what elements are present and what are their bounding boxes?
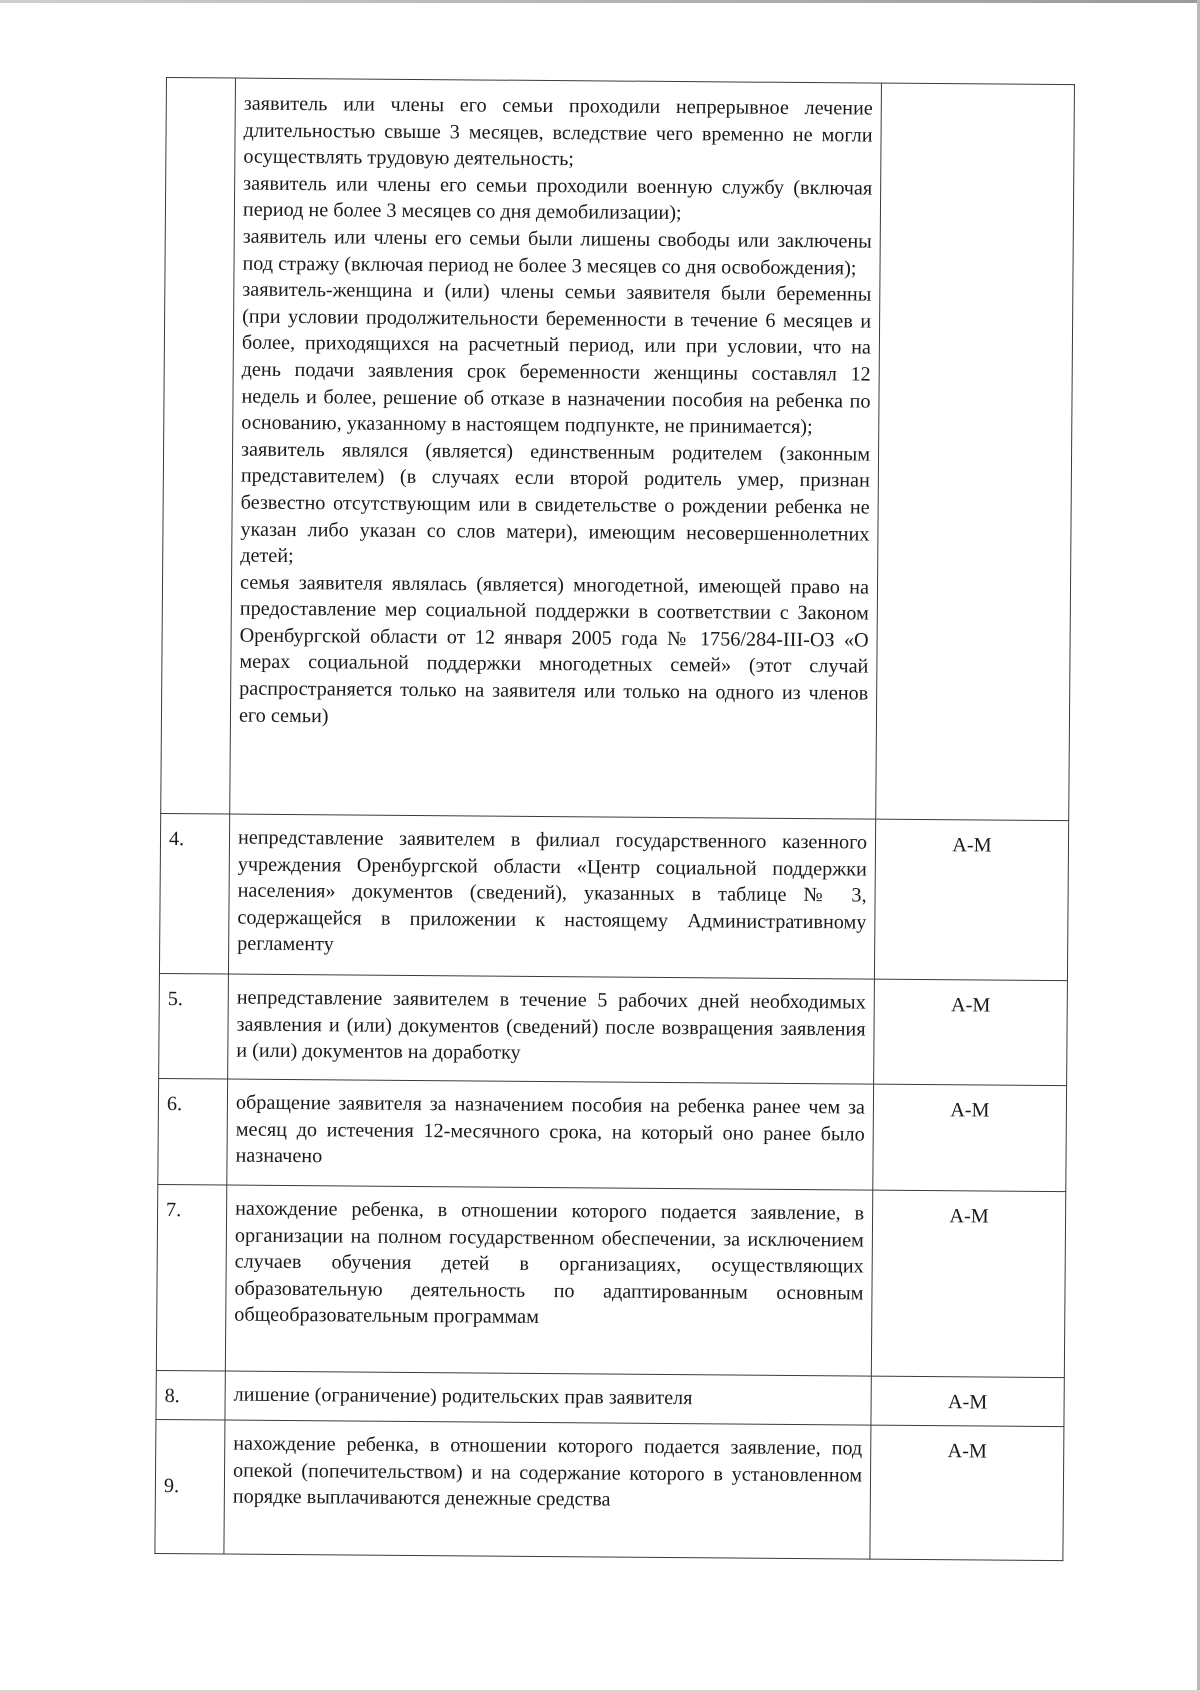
row-text-cell <box>224 1420 871 1559</box>
row-text-cell <box>225 1185 872 1376</box>
table-row <box>159 973 1068 1085</box>
row-code-cell: А-М <box>873 1084 1067 1192</box>
paragraph: обращение заявителя за назначением пособия на ребенка ранее чем за месяц до истечения 12-месячного срока, на который оно ранее было назначено <box>235 1091 866 1168</box>
paragraph: заявитель или члены его семьи проходили военную службу (включая период не более 3 месяцев со дня демобилизации); <box>242 172 873 225</box>
paragraph: нахождение ребенка, в отношении которого подается заявление, в организации на полном государственном обеспечении, за исключением случаев обучения детей в организациях, осуществляющих образовательную деятельность по адаптированным основным общеобразовательным программам <box>234 1197 865 1329</box>
paragraph: заявитель являлся (является) единственным родителем (законным представителем) (в случаях если второй родитель умер, признан безвестно отсутствующим или в свидетельстве о рождении ребенка не указан либо указан со слов матери), имеющим несовершеннолетних детей; <box>240 438 871 568</box>
row-text-cell <box>228 974 875 1084</box>
table-row <box>161 78 1075 821</box>
row-code-cell: А-М <box>874 979 1068 1086</box>
table-row <box>159 813 1068 980</box>
row-code-cell: А-М <box>871 1376 1064 1427</box>
row-text-cell <box>227 1079 874 1190</box>
row-code-cell: А-М <box>874 819 1068 981</box>
row-number-cell: 5. <box>159 973 229 1079</box>
paragraph: заявитель или члены его семьи проходили непрерывное лечение длительностью свыше 3 месяцев, вследствие чего временно не могли осуществлять трудовую деятельность; <box>243 92 873 171</box>
row-number-cell: 7. <box>156 1184 226 1371</box>
row-text-cell <box>228 814 875 979</box>
row-number-cell: 9. <box>155 1419 225 1554</box>
paragraph: непредставление заявителем в филиал государственного казенного учреждения Оренбургской области «Центр социальной поддержки населения» документов (сведений), указанных в таблице № 3, содержащейся в приложении к настоящему Административному регламенту <box>237 826 868 956</box>
paragraph: нахождение ребенка, в отношении которого подается заявление, под опекой (попечительством) и на содержание которого в установленном порядке выплачиваются денежные средства <box>232 1432 863 1511</box>
paragraph: лишение (ограничение) родительских прав заявителя <box>233 1383 693 1410</box>
row-number-cell: 8. <box>156 1370 225 1420</box>
table-row <box>155 1419 1064 1560</box>
row-number-cell: 6. <box>158 1078 228 1185</box>
paragraph: семья заявителя являлась (является) многодетной, имеющей право на предоставление мер социальной поддержки в соответствии с Законом Оренбургской области от 12 января 2005 года № 1756/284-III-ОЗ «О мерах социальной поддержки многодетных семей» (этот случай распространяется только на заявителя или только на одного из членов его семьи) <box>238 571 870 727</box>
row-number-cell <box>161 78 236 815</box>
paragraph: заявитель-женщина и (или) члены семьи заявителя были беременны (при условии продолжительности беременности в течение 6 месяцев и более, приходящихся на расчетный период, или при условии, что на день подачи заявления срок беременности женщины составлял 12 недель и более, решение об отказе в назначении пособия на ребенка по основанию, указанному в настоящем подпункте, не принимается); <box>241 278 872 439</box>
row-code-cell: А-М <box>871 1190 1065 1378</box>
table-row <box>158 1078 1067 1191</box>
row-code-cell <box>876 83 1075 820</box>
row-text-cell <box>225 1371 871 1425</box>
scan-edge-top <box>0 0 1200 3</box>
row-number-cell: 4. <box>159 813 229 974</box>
table-row <box>156 1184 1065 1377</box>
table-row <box>156 1370 1064 1426</box>
row-code-cell: А-М <box>870 1425 1064 1561</box>
paragraph: заявитель или члены его семьи были лишены свободы или заключены под стражу (включая период не более 3 месяцев со дня освобождения); <box>242 225 872 279</box>
row-text-cell <box>230 78 882 819</box>
refusal-grounds-table <box>154 77 1075 1561</box>
paragraph: непредставление заявителем в течение 5 рабочих дней необходимых заявления и (или) документов (сведений) после возвращения заявления и (или) документов на доработку <box>236 986 866 1065</box>
